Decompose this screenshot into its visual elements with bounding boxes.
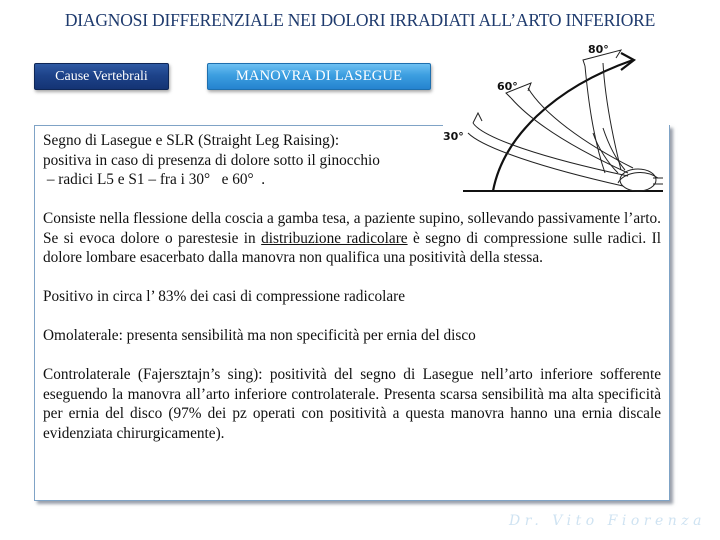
description-text-after: è segno di compressione sulle radici. Il dolore lombare esacerbato dalla manovra non qualifica una positività della stessa. — [43, 229, 661, 266]
description-paragraph — [43, 209, 661, 268]
intro-line-2: positiva in caso di presenza di dolore sotto il ginocchio — [43, 151, 380, 169]
angle-80-label: 80° — [588, 43, 609, 56]
leg-60 — [511, 98, 628, 173]
positive-rate-text: Positivo in circa l’ 83% dei casi di compressione radicolare — [43, 288, 406, 305]
angle-60-label: 60° — [497, 80, 518, 93]
cause-vertebrali-button[interactable] — [34, 63, 169, 90]
leg-raise-diagram — [443, 38, 669, 198]
omolaterale-text: Omolaterale: presenta sensibilità ma non specificità per ernia del disco — [43, 327, 476, 344]
hip-outline — [618, 173, 658, 183]
bent-leg-outer — [603, 128, 625, 170]
manovra-lasegue-button[interactable] — [207, 63, 431, 90]
slide-title: DIAGNOSI DIFFERENZIALE NEI DOLORI IRRADIATI ALL’ARTO INFERIORE — [64, 10, 656, 30]
description-text-before: Consiste nella flessione della coscia a gamba tesa, a paziente supino, sollevando passivamente l’arto. Se si evoca dolore o parestesie in — [43, 210, 661, 247]
manovra-lasegue-label: MANOVRA DI LASEGUE — [235, 68, 403, 84]
straight-leg-raise-illustration — [443, 38, 669, 198]
leg-80-right — [603, 63, 621, 170]
author-signature: Dr. Vito Fiorenza — [509, 513, 706, 529]
intro-line-1: Segno di Lasegue e SLR (Straight Leg Raising): — [43, 132, 340, 149]
controlaterale-paragraph: Controlaterale (Fajersztajn’s sing): positività del segno di Lasegue nell’arto inferiore sofferente eseguendo la manovra all’arto inferiore controlaterale. Presenta scarsa sensibilità ma alta specificità per ernia del disco (97% dei pz operati con positività a questa manovra hanno una ernia discale evidenziata chirurgicamente). — [43, 366, 661, 442]
angle-30-label: 30° — [443, 130, 464, 143]
spine-lines — [653, 178, 663, 184]
cause-vertebrali-label: Cause Vertebrali — [55, 68, 148, 84]
foot-30 — [473, 113, 482, 123]
distribuzione-radicolare-link[interactable]: distribuzione radicolare — [261, 229, 408, 247]
intro-line-3: – radici L5 e S1 – fra i 30° e 60° . — [43, 171, 266, 188]
